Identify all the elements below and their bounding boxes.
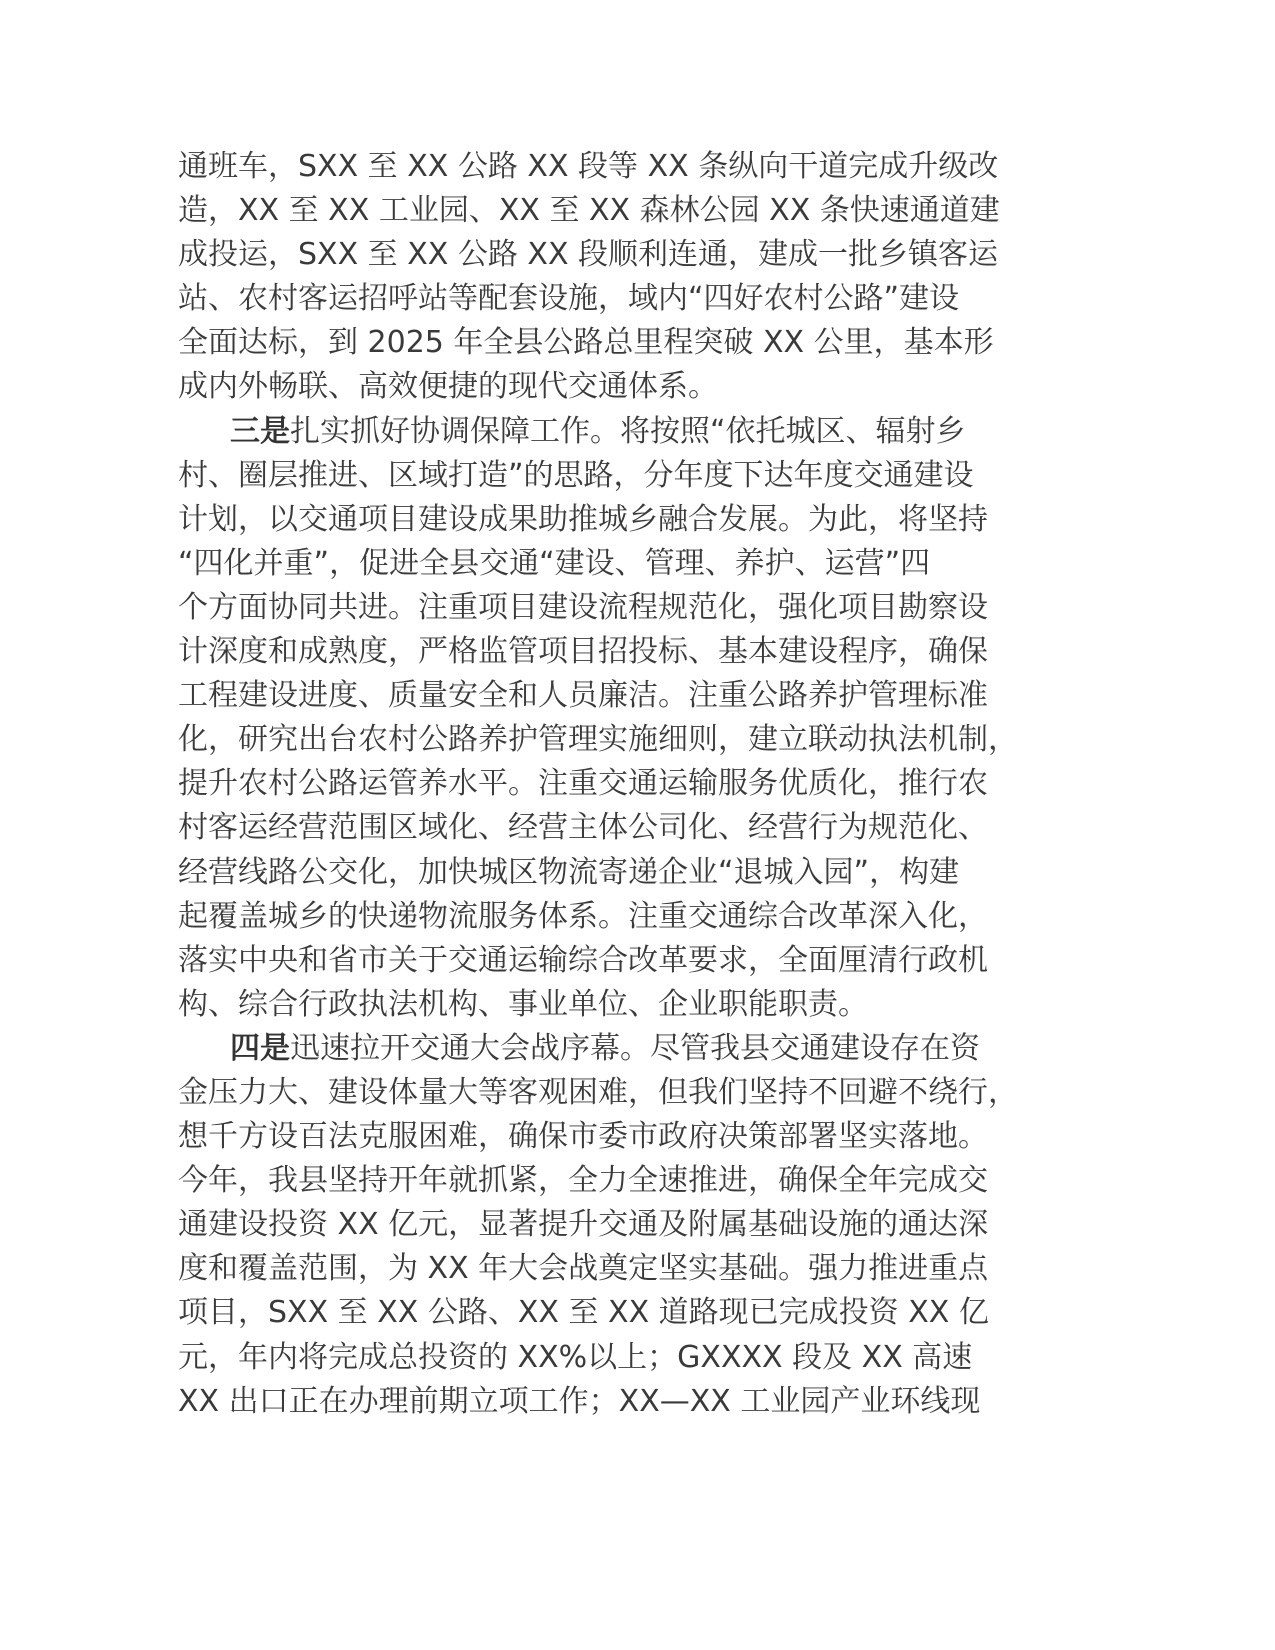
text-line: 成投运，SXX 至 XX 公路 XX 段顺利连通，建成一批乡镇客运 bbox=[178, 237, 999, 273]
body-text bbox=[178, 145, 1058, 1424]
text-line: 提升农村公路运管养水平。注重交通运输服务优质化，推行农 bbox=[178, 766, 988, 802]
text-line: 元，年内将完成总投资的 XX%以上；GXXXX 段及 XX 高速 bbox=[178, 1339, 973, 1375]
text-line: 个方面协同共进。注重项目建设流程规范化，强化项目勘察设 bbox=[178, 589, 988, 625]
text-line: 今年，我县坚持开年就抓紧，全力全速推进，确保全年完成交 bbox=[178, 1163, 988, 1199]
text-line: 想千方设百法克服困难，确保市委市政府决策部署坚实落地。 bbox=[178, 1119, 988, 1155]
text-line: 构、综合行政执法机构、事业单位、企业职能职责。 bbox=[178, 986, 868, 1022]
text-line: 经营线路公交化，加快城区物流寄递企业“退城入园”，构建 bbox=[178, 854, 960, 890]
text-line: 村客运经营范围区域化、经营主体公司化、经营行为规范化、 bbox=[178, 810, 988, 846]
text-line: 通班车，SXX 至 XX 公路 XX 段等 XX 条纵向干道完成升级改 bbox=[178, 149, 999, 184]
text-line: 落实中央和省市关于交通运输综合改革要求，全面厘清行政机 bbox=[178, 942, 988, 978]
text-line: 金压力大、建设体量大等客观困难，但我们坚持不回避不绕行， bbox=[178, 1074, 1018, 1110]
text-line: “四化并重”，促进全县交通“建设、管理、养护、运营”四 bbox=[178, 545, 931, 581]
text-line: 计深度和成熟度，严格监管项目招投标、基本建设程序，确保 bbox=[178, 634, 988, 670]
text-line: 项目，SXX 至 XX 公路、XX 至 XX 道路现已完成投资 XX 亿 bbox=[178, 1295, 989, 1331]
paragraph-lead-third: 三是 bbox=[230, 413, 290, 449]
text-line: 成内外畅联、高效便捷的现代交通体系。 bbox=[178, 369, 718, 405]
text-line: 造，XX 至 XX 工业园、XX 至 XX 森林公园 XX 条快速通道建 bbox=[178, 193, 1000, 229]
paragraph-fourth-first-line bbox=[178, 1027, 1058, 1071]
text-line: XX 出口正在办理前期立项工作；XX—XX 工业园产业环线现 bbox=[178, 1383, 981, 1419]
text-line: 起覆盖城乡的快递物流服务体系。注重交通综合改革深入化， bbox=[178, 898, 988, 934]
text-line: 全面达标，到 2025 年全县公路总里程突破 XX 公里，基本形 bbox=[178, 325, 994, 361]
text-line: 化，研究出台农村公路养护管理实施细则，建立联动执法机制， bbox=[178, 722, 1018, 758]
text-line: 度和覆盖范围，为 XX 年大会战奠定坚实基础。强力推进重点 bbox=[178, 1251, 989, 1287]
text-line: 扎实抓好协调保障工作。将按照“依托城区、辐射乡 bbox=[290, 413, 966, 449]
text-line: 迅速拉开交通大会战序幕。尽管我县交通建设存在资 bbox=[290, 1030, 980, 1066]
paragraph-lead-fourth: 四是 bbox=[230, 1030, 290, 1066]
paragraph-third-first-line bbox=[178, 410, 1058, 454]
text-line: 通建设投资 XX 亿元，显著提升交通及附属基础设施的通达深 bbox=[178, 1207, 989, 1243]
text-line: 站、农村客运招呼站等配套设施，域内“四好农村公路”建设 bbox=[178, 281, 960, 317]
text-line: 计划，以交通项目建设成果助推城乡融合发展。为此，将坚持 bbox=[178, 501, 988, 537]
text-line: 村、圈层推进、区域打造”的思路，分年度下达年度交通建设 bbox=[178, 457, 974, 493]
text-line: 工程建设进度、质量安全和人员廉洁。注重公路养护管理标准 bbox=[178, 678, 988, 714]
